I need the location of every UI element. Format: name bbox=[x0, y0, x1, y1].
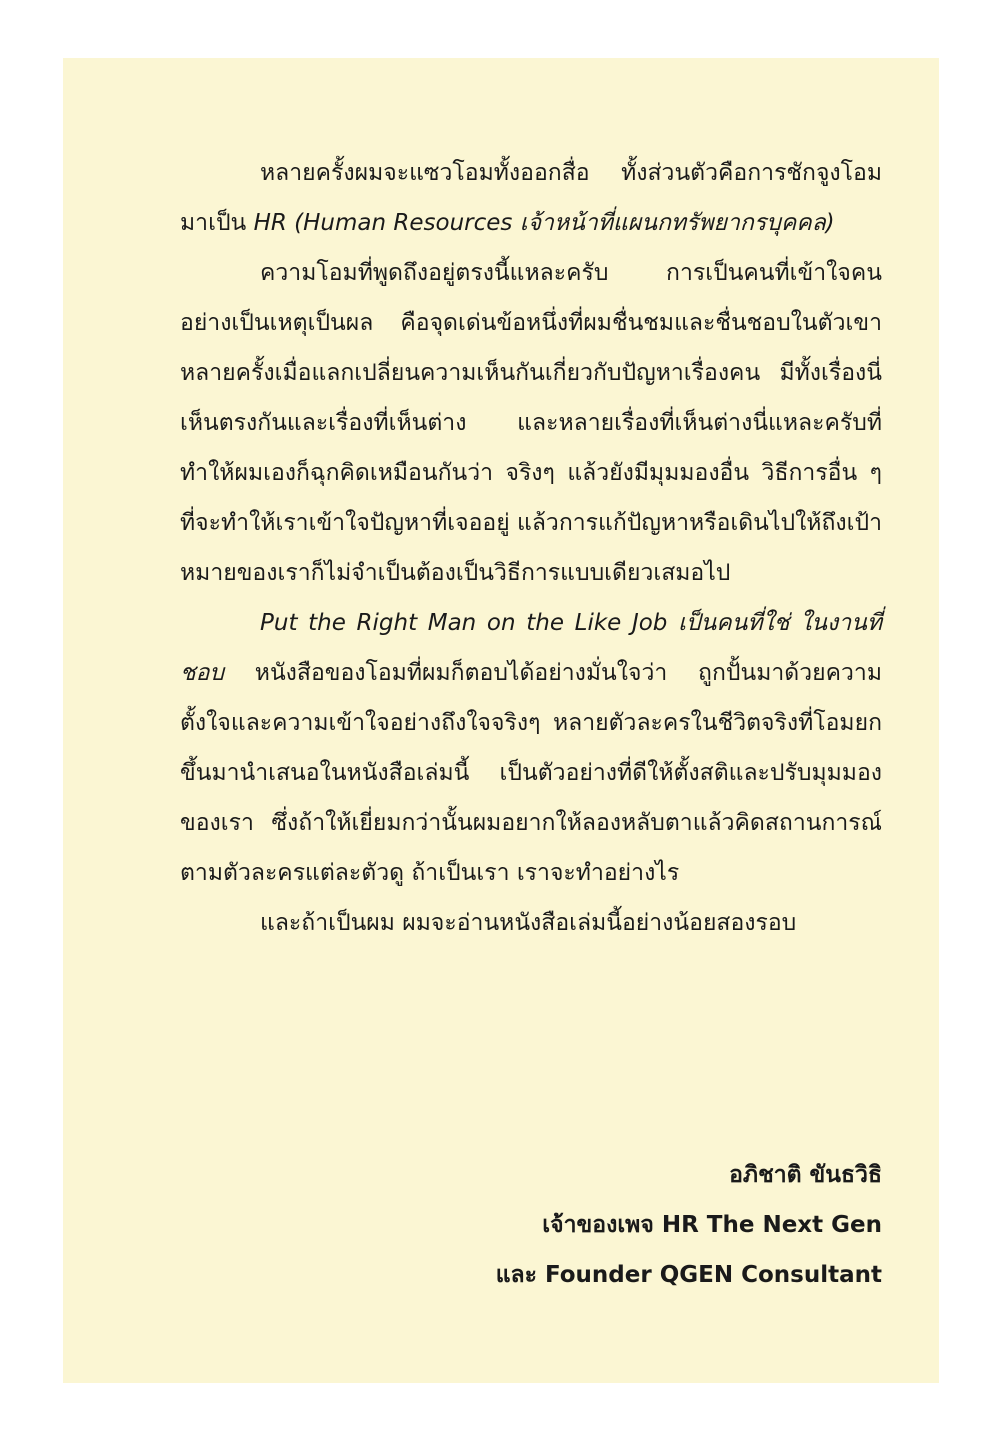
paragraph-1-hr-definition: HR (Human Resources เจ้าหน้าที่แผนกทรัพยากรบุคคล) bbox=[253, 210, 835, 236]
paragraph-3 bbox=[180, 598, 882, 898]
paragraph-1 bbox=[180, 148, 882, 248]
body-text bbox=[180, 148, 882, 948]
paragraph-4 bbox=[180, 898, 882, 948]
paragraph-2-text: ความโอมที่พูดถึงอยู่ตรงนี้แหละครับ การเป็นคนที่เข้าใจคนอย่างเป็นเหตุเป็นผล คือจุดเด่นข้อหนึ่งที่ผมชื่นชมและชื่นชอบในตัวเขา หลายครั้งเมื่อแลกเปลี่ยนความเห็นกันเกี่ยวกับปัญหาเรื่องคน มีทั้งเรื่องนี่เห็นตรงกันและเรื่องที่เห็นต่าง และหลายเรื่องที่เห็นต่างนี่แหละครับที่ทำให้ผมเองก็ฉุกคิดเหมือนกันว่า จริงๆ แล้วยังมีมุมมองอื่น วิธีการอื่น ๆ ที่จะทำให้เราเข้าใจปัญหาที่เจออยู่ แล้วการแก้ปัญหาหรือเดินไปให้ถึงเป้าหมายของเราก็ไม่จำเป็นต้องเป็นวิธีการแบบเดียวเสมอไป bbox=[180, 260, 882, 586]
paragraph-3-text: หนังสือของโอมที่ผมก็ตอบได้อย่างมั่นใจว่า ถูกปั้นมาด้วยความตั้งใจและความเข้าใจอย่างถึงใจจริงๆ หลายตัวละครในชีวิตจริงที่โอมยกขึ้นมานำเสนอในหนังสือเล่มนี้ เป็นตัวอย่างที่ดีให้ตั้งสติและปรับมุมมองของเรา ซึ่งถ้าให้เยี่ยมกว่านั้นผมอยากให้ลองหลับตาแล้วคิดสถานการณ์ตามตัวละครแต่ละตัวดู ถ้าเป็นเรา เราจะทำอย่างไร bbox=[180, 660, 882, 886]
signature-block bbox=[496, 1150, 882, 1300]
paragraph-2 bbox=[180, 248, 882, 598]
paragraph-1-text: หลายครั้งผมจะแซวโอมทั้งออกสื่อ ทั้งส่วนตัวคือการชักจูงโอมมาเป็น bbox=[180, 160, 882, 236]
signature-title-line-1: เจ้าของเพจ HR The Next Gen bbox=[542, 1212, 882, 1238]
paragraph-4-text: และถ้าเป็นผม ผมจะอ่านหนังสือเล่มนี้อย่างน้อยสองรอบ bbox=[260, 910, 797, 936]
signature-title-line-2: และ Founder QGEN Consultant bbox=[495, 1262, 882, 1288]
signature-name: อภิชาติ ขันธวิธิ bbox=[729, 1162, 882, 1188]
paragraph-3-book-title: Put the Right Man on the Like Job เป็นคนที่ใช่ ในงานที่ชอบ bbox=[180, 610, 882, 686]
